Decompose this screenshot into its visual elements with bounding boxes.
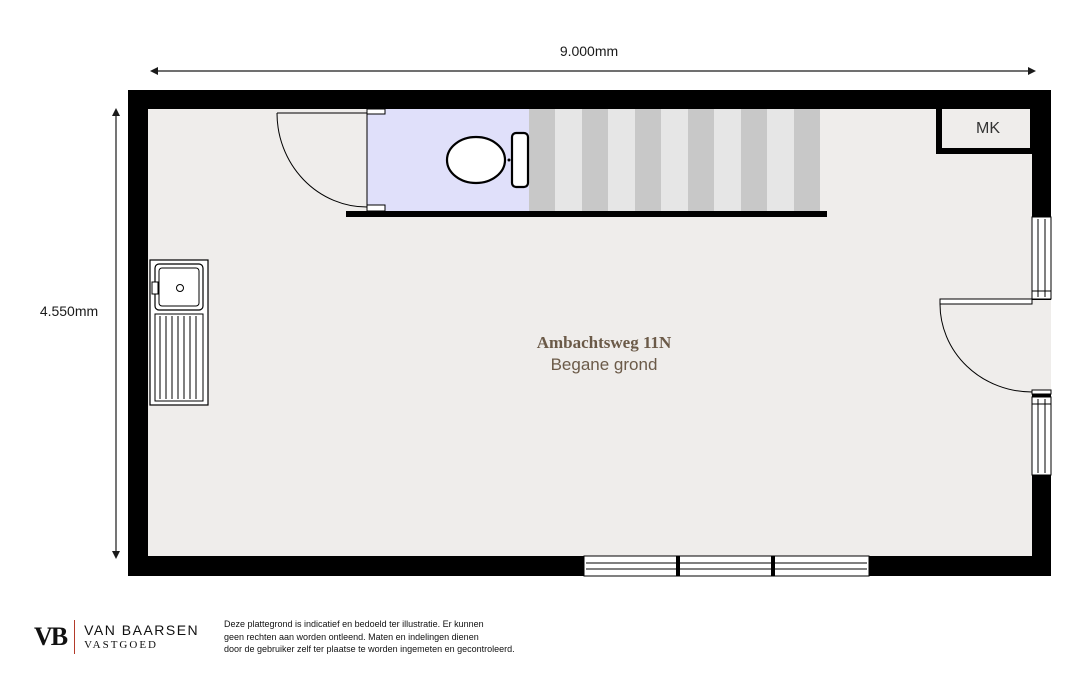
brand-logo <box>34 619 199 655</box>
toilet-icon <box>447 133 528 187</box>
interior-wall <box>346 211 827 217</box>
disclaimer-line: Deze plattegrond is indicatief en bedoeld ter illustratie. Er kunnen <box>224 619 484 629</box>
brand-wordmark <box>84 622 199 652</box>
sink-icon <box>150 260 208 405</box>
plan-subtitle: Begane grond <box>550 355 658 374</box>
width-dimension <box>154 43 1032 71</box>
disclaimer-line: door de gebruiker zelf ter plaatse te worden ingemeten en gecontroleerd. <box>224 644 515 654</box>
bottom-windows <box>584 556 869 576</box>
right-window-lower <box>1032 397 1051 475</box>
brand-divider <box>74 620 75 654</box>
meter-cupboard-label: MK <box>976 120 1000 137</box>
staircase <box>529 109 820 213</box>
width-dimension-label: 9.000mm <box>559 43 619 59</box>
depth-dimension-label: 4.550mm <box>39 303 99 319</box>
disclaimer-line: geen rechten aan worden ontleend. Maten en indelingen dienen <box>224 631 479 642</box>
brand-subname: VASTGOED <box>84 639 158 651</box>
plan-title: Ambachtsweg 11N <box>536 333 672 352</box>
depth-dimension <box>40 112 116 555</box>
right-window-upper <box>1032 217 1051 299</box>
brand-monogram: VB <box>34 622 67 651</box>
disclaimer <box>224 618 564 656</box>
meter-cupboard <box>936 109 1032 154</box>
brand-name: VAN BAARSEN <box>84 622 200 638</box>
